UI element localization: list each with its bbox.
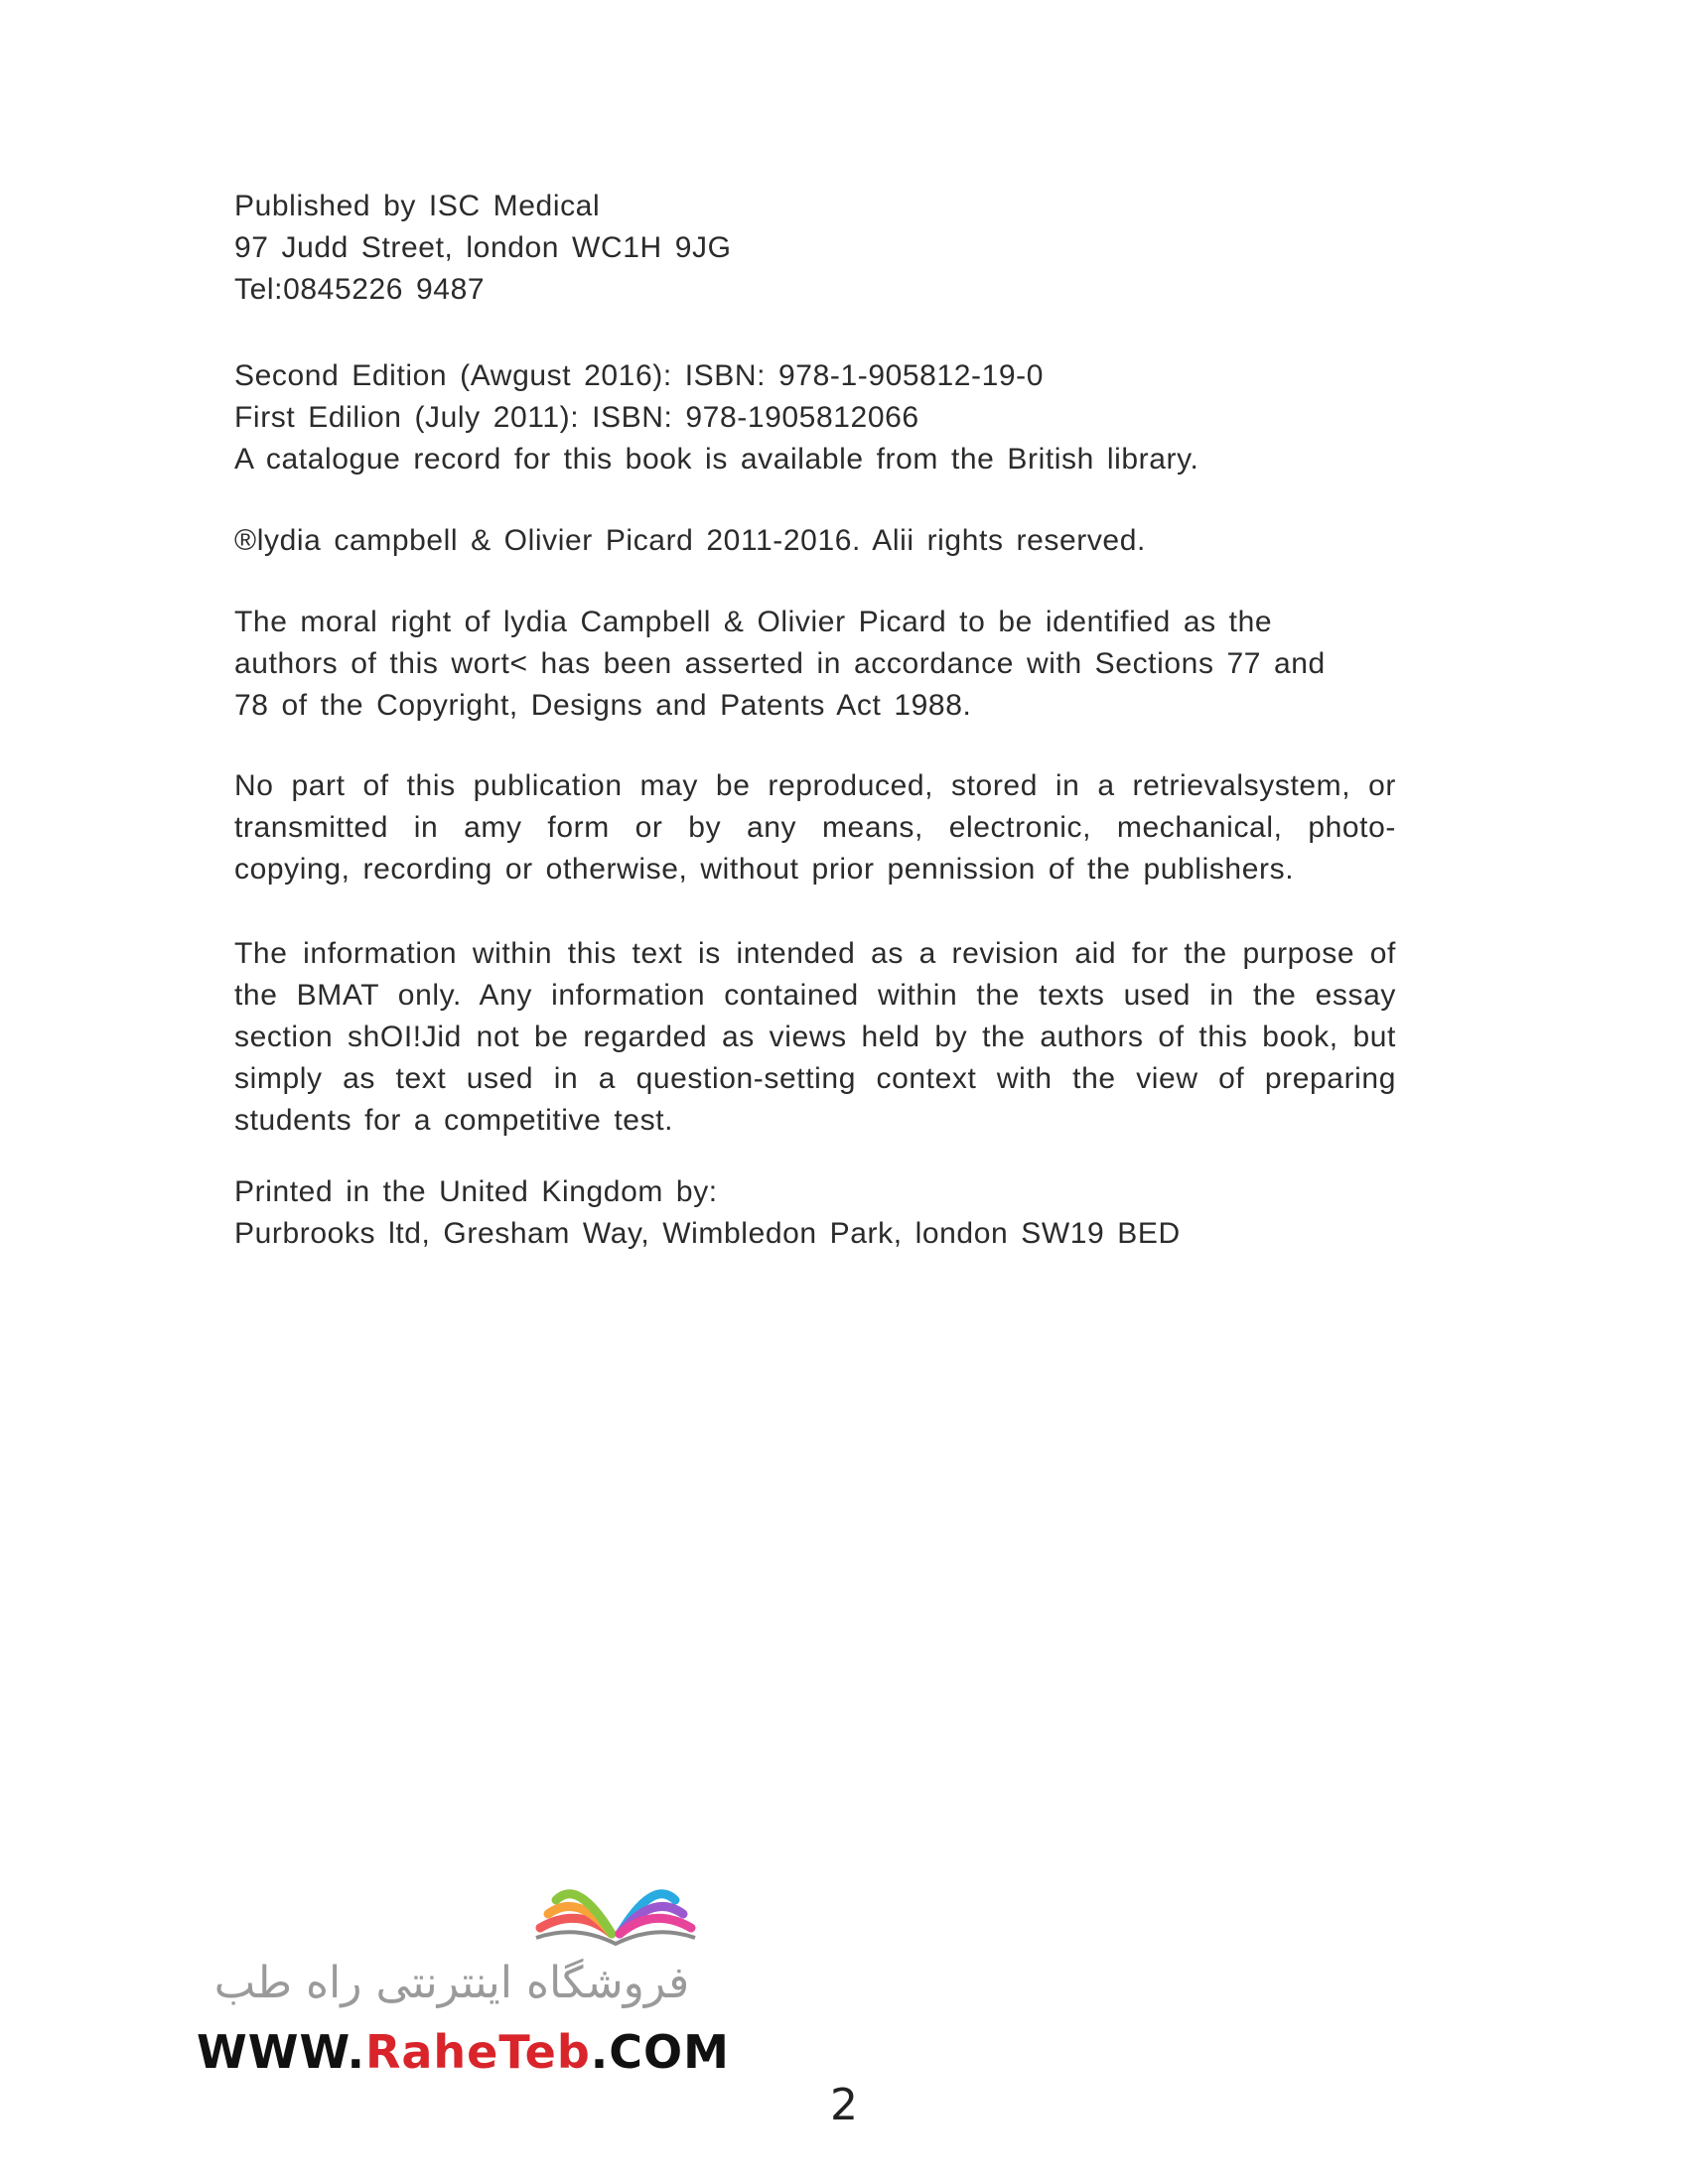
url-prefix: WWW. bbox=[197, 2025, 365, 2079]
paragraph-line: transmitted in amy form or by any means, electronic, mechanical, photo- bbox=[234, 811, 1396, 844]
open-book-logo-icon bbox=[526, 1866, 705, 1956]
paragraph-line: the BMAT only. Any information contained within the texts used in the essay bbox=[234, 979, 1396, 1012]
publisher-phone: Tel:0845226 9487 bbox=[234, 273, 486, 306]
paragraph-line: simply as text used in a question-setting context with the view of preparing bbox=[234, 1062, 1396, 1095]
moral-right-paragraph bbox=[234, 602, 1396, 727]
publisher-name: Published by ISC Medical bbox=[234, 190, 601, 222]
edition-info bbox=[234, 355, 1396, 480]
url-brand: RaheTeb bbox=[364, 2025, 591, 2079]
no-reproduction-paragraph bbox=[234, 765, 1396, 890]
url-suffix: .COM bbox=[590, 2025, 730, 2079]
paragraph-line: copying, recording or otherwise, without prior pennission of the publishers. bbox=[234, 853, 1295, 886]
catalogue-record-note: A catalogue record for this book is available from the British library. bbox=[234, 443, 1199, 476]
publisher-info bbox=[234, 186, 1396, 311]
rahe-teb-watermark bbox=[189, 1866, 730, 2079]
paragraph-line: No part of this publication may be reproduced, stored in a retrievalsystem, or bbox=[234, 769, 1396, 802]
publisher-address: 97 Judd Street, london WC1H 9JG bbox=[234, 231, 732, 264]
paragraph-line: authors of this wort< has been asserted in accordance with Sections 77 and bbox=[234, 647, 1326, 680]
paragraph-line: students for a competitive test. bbox=[234, 1104, 674, 1137]
printer-address: Purbrooks ltd, Gresham Way, Wimbledon Park, london SW19 BED bbox=[234, 1217, 1181, 1250]
paragraph-line: section shOI!Jid not be regarded as views held by the authors of this book, but bbox=[234, 1021, 1396, 1053]
watermark-url bbox=[197, 2025, 730, 2079]
paragraph-line: The information within this text is intended as a revision aid for the purpose of bbox=[234, 937, 1396, 970]
watermark-persian-text: فروشگاه اینترنتی راه طب bbox=[213, 1958, 690, 2008]
printer-info bbox=[234, 1171, 1396, 1255]
first-edition-isbn: First Edilion (July 2011): ISBN: 978-1905812066 bbox=[234, 401, 919, 434]
printed-in-line: Printed in the United Kingdom by: bbox=[234, 1175, 718, 1208]
disclaimer-paragraph bbox=[234, 933, 1396, 1142]
copyright-notice bbox=[234, 520, 1396, 562]
paragraph-line: The moral right of lydia Campbell & Olivier Picard to be identified as the bbox=[234, 606, 1273, 638]
copyright-line: ®lydia campbell & Olivier Picard 2011-2016. Alii rights reserved. bbox=[234, 524, 1146, 557]
paragraph-line: 78 of the Copyright, Designs and Patents Act 1988. bbox=[234, 689, 972, 722]
page-number: 2 bbox=[830, 2080, 858, 2130]
second-edition-isbn: Second Edition (Awgust 2016): ISBN: 978-1-905812-19-0 bbox=[234, 359, 1045, 392]
